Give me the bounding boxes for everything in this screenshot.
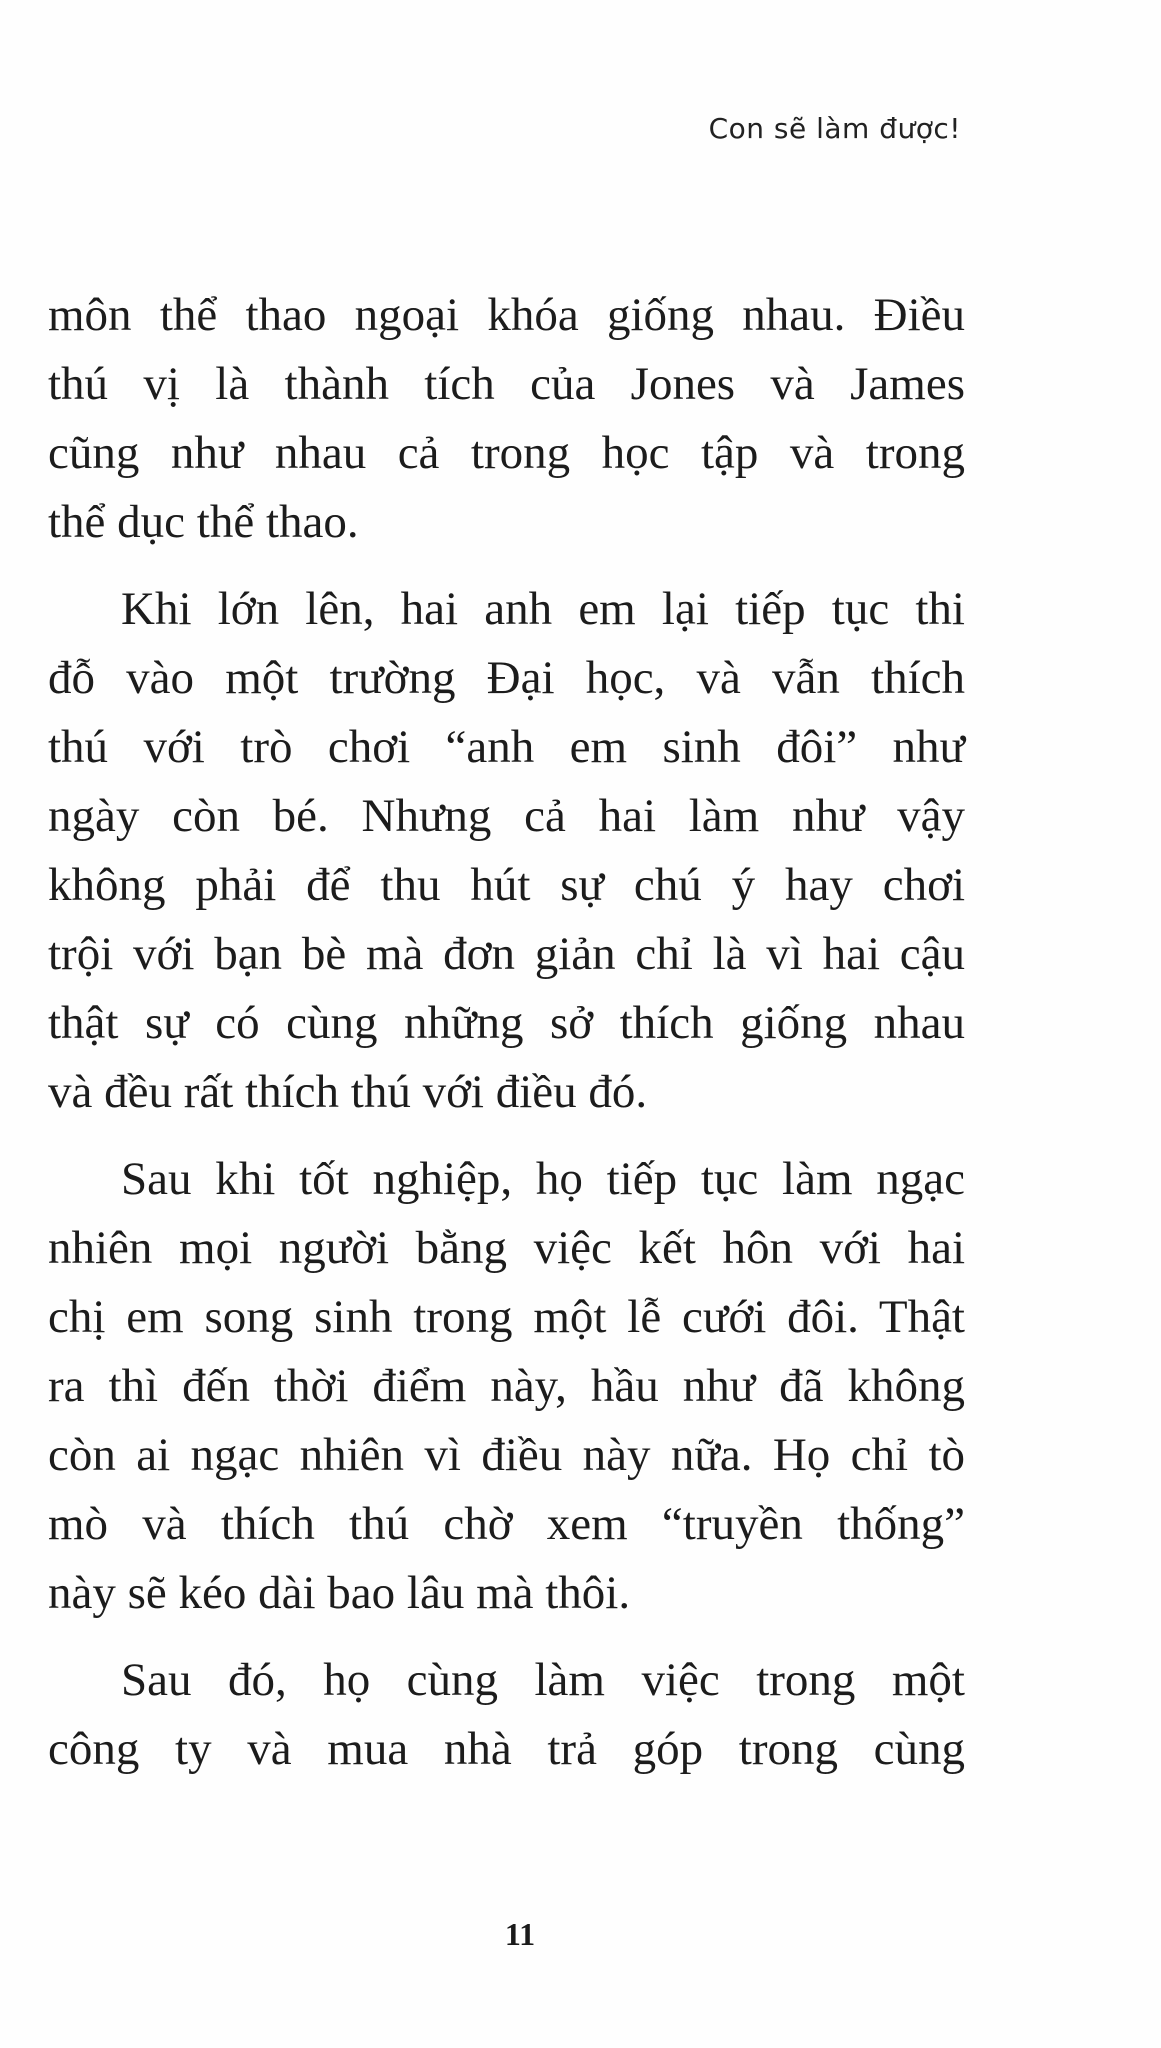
text-line: thật sự có cùng những sở thích giống nhau bbox=[48, 997, 965, 1049]
text-line: thể dục thể thao. bbox=[48, 496, 359, 548]
text-line: thú với trò chơi “anh em sinh đôi” như bbox=[48, 721, 965, 773]
text-line: Sau đó, họ cùng làm việc trong một bbox=[121, 1654, 965, 1706]
paragraph-3 bbox=[48, 1145, 965, 1628]
text-line: thú vị là thành tích của Jones và James bbox=[48, 358, 965, 410]
paragraph-4 bbox=[48, 1646, 965, 1784]
text-line: chị em song sinh trong một lễ cưới đôi. Thật bbox=[48, 1291, 965, 1343]
text-line: môn thể thao ngoại khóa giống nhau. Điều bbox=[48, 289, 965, 341]
page-number: 11 bbox=[504, 1916, 536, 1952]
text-line: Sau khi tốt nghiệp, họ tiếp tục làm ngạc bbox=[121, 1153, 965, 1205]
text-line: trội với bạn bè mà đơn giản chỉ là vì hai cậu bbox=[48, 928, 965, 980]
text-line: nhiên mọi người bằng việc kết hôn với hai bbox=[48, 1222, 965, 1274]
running-header: Con sẽ làm được! bbox=[708, 112, 961, 145]
text-line: đỗ vào một trường Đại học, và vẫn thích bbox=[48, 652, 965, 704]
text-line: ra thì đến thời điểm này, hầu như đã không bbox=[48, 1360, 965, 1412]
text-line: cũng như nhau cả trong học tập và trong bbox=[48, 427, 965, 479]
text-line: còn ai ngạc nhiên vì điều này nữa. Họ chỉ tò bbox=[48, 1429, 965, 1481]
paragraph-2 bbox=[48, 575, 965, 1127]
text-line: mò và thích thú chờ xem “truyền thống” bbox=[48, 1498, 965, 1550]
body-text bbox=[48, 281, 965, 1784]
text-line: công ty và mua nhà trả góp trong cùng bbox=[48, 1723, 965, 1775]
text-line: không phải để thu hút sự chú ý hay chơi bbox=[48, 859, 965, 911]
text-line: ngày còn bé. Nhưng cả hai làm như vậy bbox=[48, 790, 965, 842]
text-line: và đều rất thích thú với điều đó. bbox=[48, 1066, 648, 1118]
text-line: này sẽ kéo dài bao lâu mà thôi. bbox=[48, 1567, 631, 1619]
paragraph-1 bbox=[48, 281, 965, 557]
text-line: Khi lớn lên, hai anh em lại tiếp tục thi bbox=[121, 583, 965, 635]
